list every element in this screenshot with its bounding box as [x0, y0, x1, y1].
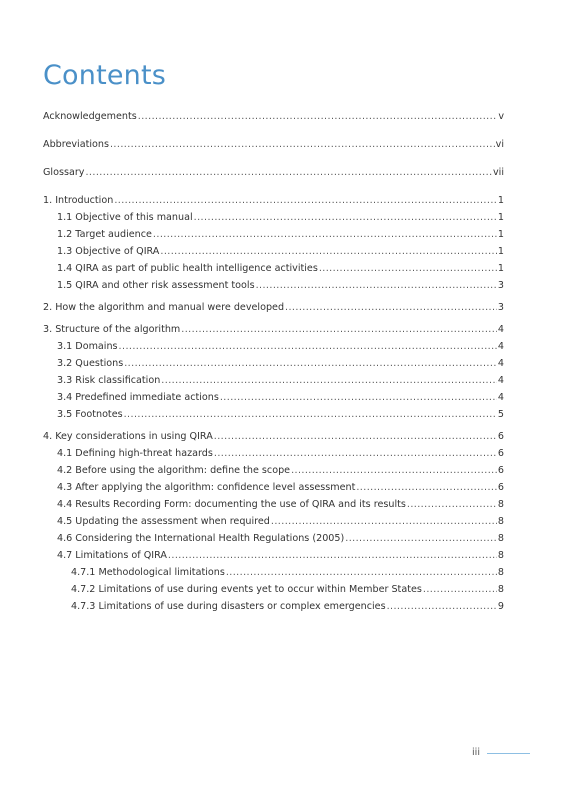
- dot-leader: [356, 482, 497, 494]
- toc-entry-page: 1: [497, 195, 504, 206]
- toc-entry-page: 6: [497, 482, 504, 493]
- toc-entry-title: 1.2 Target audience: [57, 229, 152, 240]
- toc-entry-page: 8: [497, 516, 504, 527]
- toc-entry-page: 8: [497, 533, 504, 544]
- toc-entry-title: 3.1 Domains: [57, 341, 118, 352]
- toc-entry-title: 1.1 Objective of this manual: [57, 212, 193, 223]
- toc-entry-title: 4.2 Before using the algorithm: define the scope: [57, 465, 291, 476]
- dot-leader: [110, 139, 495, 151]
- toc-entry-page: 4: [497, 358, 504, 369]
- dot-leader: [291, 465, 497, 477]
- toc-entry[interactable]: [43, 431, 504, 443]
- toc-entry-title: 3.2 Questions: [57, 358, 124, 369]
- toc-entry[interactable]: [57, 448, 504, 460]
- toc-entry[interactable]: [71, 567, 504, 579]
- toc-entry-title: 2. How the algorithm and manual were developed: [43, 302, 285, 313]
- dot-leader: [256, 280, 497, 292]
- toc-entry-title: 4.7 Limitations of QIRA: [57, 550, 167, 561]
- toc-entry[interactable]: [57, 263, 504, 275]
- toc-entry-title: Acknowledgements: [43, 111, 137, 122]
- toc-entry[interactable]: [57, 499, 504, 511]
- toc-entry-page: 1: [497, 229, 504, 240]
- toc-entry-page: 4: [497, 341, 504, 352]
- toc-entry-page: 3: [497, 280, 504, 291]
- dot-leader: [114, 195, 497, 207]
- toc-entry-page: 4: [497, 375, 504, 386]
- toc-entry-title: 4.7.1 Methodological limitations: [71, 567, 225, 578]
- toc-entry-page: 8: [497, 499, 504, 510]
- toc-entry[interactable]: [71, 601, 504, 613]
- toc-entry[interactable]: [57, 212, 504, 224]
- toc-entry-page: 1: [497, 263, 504, 274]
- toc-entry[interactable]: [57, 516, 504, 528]
- dot-leader: [85, 167, 492, 179]
- toc-entry-title: 4.6 Considering the International Health Regulations (2005): [57, 533, 345, 544]
- toc-entry[interactable]: [57, 533, 504, 545]
- toc-entry[interactable]: [57, 229, 504, 241]
- toc-entry-title: 1.5 QIRA and other risk assessment tools: [57, 280, 255, 291]
- toc-entry-page: 8: [497, 584, 504, 595]
- toc-entry-title: 4.1 Defining high-threat hazards: [57, 448, 213, 459]
- dot-leader: [407, 499, 497, 511]
- toc-entry-title: 3.4 Predefined immediate actions: [57, 392, 219, 403]
- toc-entry[interactable]: [43, 139, 504, 151]
- toc-entry[interactable]: [57, 358, 504, 370]
- dot-leader: [423, 584, 497, 596]
- toc-entry[interactable]: [57, 465, 504, 477]
- page-number: iii: [472, 747, 480, 758]
- toc-entry-page: 5: [497, 409, 504, 420]
- toc-entry[interactable]: [57, 341, 504, 353]
- toc-entry-title: 4.4 Results Recording Form: documenting the use of QIRA and its results: [57, 499, 406, 510]
- toc-entry[interactable]: [43, 324, 504, 336]
- dot-leader: [160, 246, 497, 258]
- toc-entry[interactable]: [43, 167, 504, 179]
- footer-rule: [487, 753, 530, 754]
- dot-leader: [194, 212, 497, 224]
- toc-entry[interactable]: [71, 584, 504, 596]
- dot-leader: [214, 431, 497, 443]
- toc-entry-page: 1: [497, 212, 504, 223]
- toc-entry-page: 1: [497, 246, 504, 257]
- toc-entry-title: 4. Key considerations in using QIRA: [43, 431, 213, 442]
- toc-entry-title: 3.5 Footnotes: [57, 409, 123, 420]
- toc-entry[interactable]: [57, 482, 504, 494]
- toc-entry[interactable]: [43, 302, 504, 314]
- dot-leader: [387, 601, 497, 613]
- toc-entry-title: 3. Structure of the algorithm: [43, 324, 181, 335]
- dot-leader: [119, 341, 497, 353]
- dot-leader: [214, 448, 497, 460]
- toc-entry-title: 1. Introduction: [43, 195, 114, 206]
- toc-entry[interactable]: [43, 111, 504, 123]
- toc-entry-page: 6: [497, 431, 504, 442]
- toc-entry-page: 8: [497, 550, 504, 561]
- toc-entry[interactable]: [57, 550, 504, 562]
- toc-entry[interactable]: [57, 409, 504, 421]
- toc-entry-title: 4.7.3 Limitations of use during disasters or complex emergencies: [71, 601, 386, 612]
- dot-leader: [153, 229, 497, 241]
- toc-entry-page: v: [498, 111, 504, 122]
- dot-leader: [168, 550, 497, 562]
- toc-entry[interactable]: [57, 246, 504, 258]
- toc-entry-page: 6: [497, 448, 504, 459]
- toc-entry-page: vii: [492, 167, 504, 178]
- toc-entry-page: 4: [497, 324, 504, 335]
- toc-entry-page: 3: [497, 302, 504, 313]
- dot-leader: [319, 263, 497, 275]
- toc-entry-page: 4: [497, 392, 504, 403]
- toc-entry-title: Glossary: [43, 167, 85, 178]
- toc-entry-title: 1.3 Objective of QIRA: [57, 246, 160, 257]
- toc-entry-page: 8: [497, 567, 504, 578]
- toc-entry[interactable]: [57, 280, 504, 292]
- toc-entry[interactable]: [57, 375, 504, 387]
- toc-entry-page: vi: [495, 139, 504, 150]
- dot-leader: [124, 358, 497, 370]
- dot-leader: [138, 111, 498, 123]
- toc-entry-title: 4.7.2 Limitations of use during events yet to occur within Member States: [71, 584, 422, 595]
- toc-entry-title: Abbreviations: [43, 139, 109, 150]
- dot-leader: [345, 533, 497, 545]
- dot-leader: [181, 324, 497, 336]
- dot-leader: [220, 392, 497, 404]
- table-of-contents: [43, 111, 504, 613]
- toc-entry-title: 1.4 QIRA as part of public health intelligence activities: [57, 263, 318, 274]
- dot-leader: [271, 516, 497, 528]
- dot-leader: [226, 567, 497, 579]
- dot-leader: [161, 375, 497, 387]
- toc-entry[interactable]: [43, 195, 504, 207]
- dot-leader: [285, 302, 497, 314]
- toc-entry[interactable]: [57, 392, 504, 404]
- toc-entry-title: 4.5 Updating the assessment when required: [57, 516, 270, 527]
- dot-leader: [124, 409, 497, 421]
- toc-entry-title: 4.3 After applying the algorithm: confidence level assessment: [57, 482, 356, 493]
- toc-entry-page: 6: [497, 465, 504, 476]
- page-title: Contents: [43, 60, 167, 91]
- toc-entry-page: 9: [497, 601, 504, 612]
- toc-entry-title: 3.3 Risk classification: [57, 375, 161, 386]
